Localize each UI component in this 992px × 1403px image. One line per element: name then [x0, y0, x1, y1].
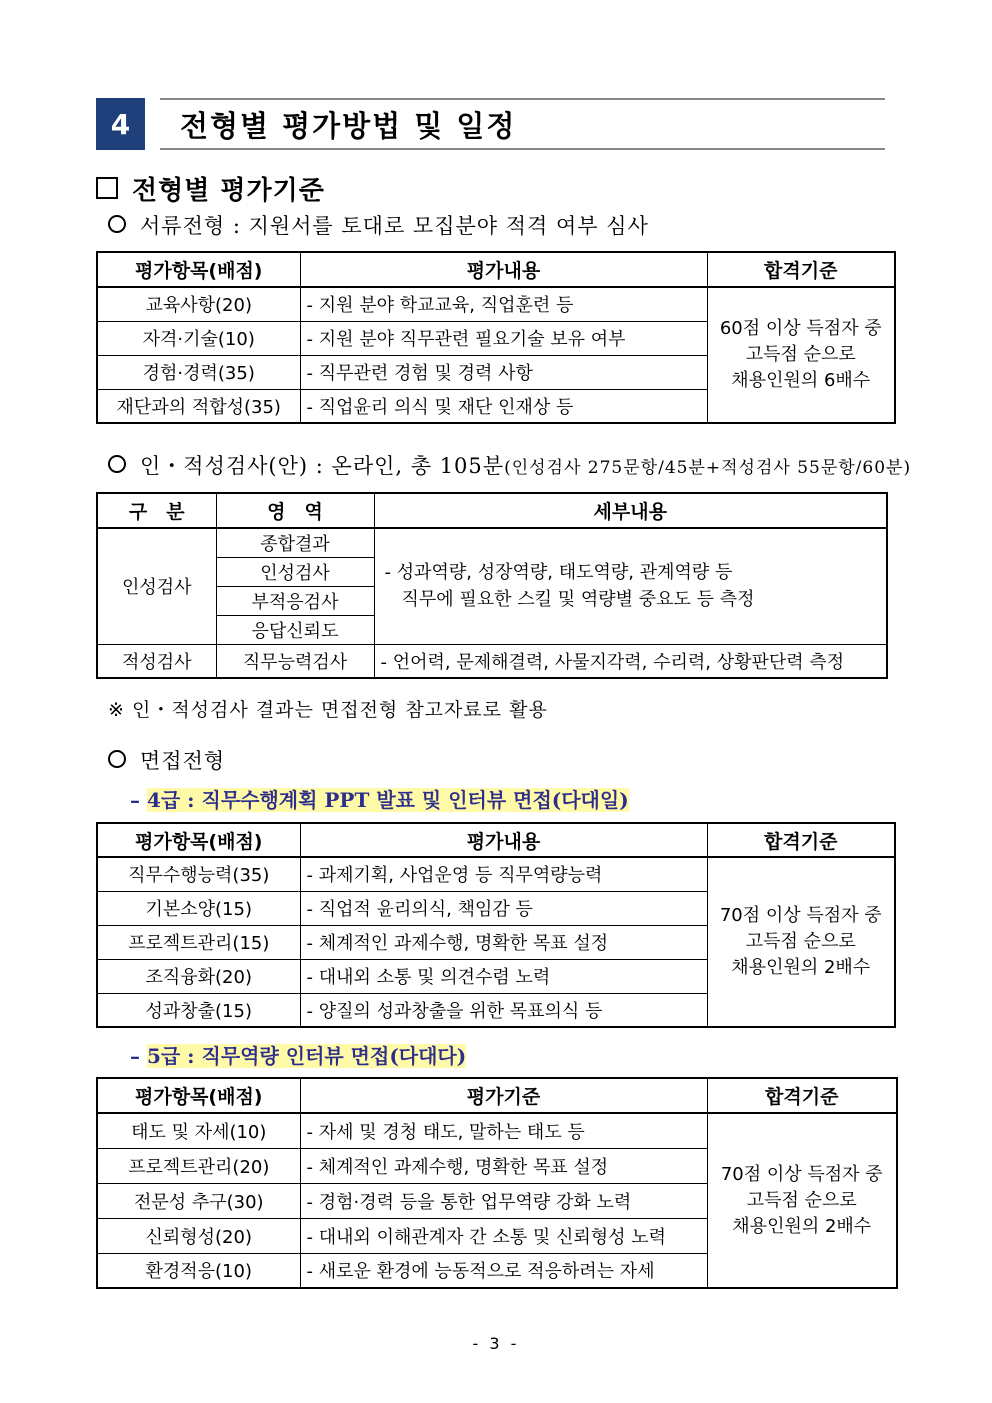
content-cell: - 직업적 윤리의식, 책임감 등 [300, 891, 707, 925]
item-cell: 프로젝트관리(20) [97, 1148, 300, 1183]
circle-bullet-icon [108, 750, 126, 768]
content-cell: - 직업윤리 의식 및 재단 인재상 등 [300, 389, 707, 423]
aptitude-bullet [108, 450, 911, 480]
aptitude-bullet-main: 인・적성검사(안) : 온라인, 총 105분 [140, 454, 505, 478]
item-cell: 재단과의 적합성(35) [97, 389, 300, 423]
pass-line: 고득점 순으로 [745, 931, 856, 952]
area-cell: 직무능력검사 [216, 644, 374, 678]
item-cell: 환경적응(10) [97, 1253, 300, 1288]
grade5-title: – 5급 : 직무역량 인터뷰 면접(다대다) [130, 1044, 467, 1068]
col-header: 구 분 [97, 493, 216, 528]
area-cell: 종합결과 [216, 528, 374, 557]
item-cell: 기본소양(15) [97, 891, 300, 925]
detail-cell: - 언어력, 문제해결력, 사물지각력, 수리력, 상황판단력 측정 [374, 644, 887, 678]
checkbox-square-icon [96, 177, 118, 199]
section-title: 전형별 평가방법 및 일정 [180, 109, 517, 143]
table-row [97, 644, 887, 678]
grade4-title: – 4급 : 직무수행계획 PPT 발표 및 인터뷰 면접(다대일) [130, 788, 629, 812]
item-cell: 프로젝트관리(15) [97, 925, 300, 959]
pass-criteria-cell [707, 857, 895, 1027]
table-row [97, 857, 895, 891]
table-row [97, 528, 887, 557]
detail-cell [374, 528, 887, 644]
col-header: 세부내용 [374, 493, 887, 528]
category-cell: 적성검사 [97, 644, 216, 678]
item-cell: 교육사항(20) [97, 287, 300, 321]
pass-criteria-cell [707, 287, 895, 423]
content-cell: - 경험·경력 등을 통한 업무역량 강화 노력 [300, 1183, 707, 1218]
col-header: 평가항목(배점) [97, 252, 300, 287]
pass-line: 채용인원의 2배수 [731, 957, 871, 978]
item-cell: 자격·기술(10) [97, 321, 300, 355]
col-header: 합격기준 [707, 1078, 897, 1113]
detail-line: - 성과역량, 성장역량, 태도역량, 관계역량 등 [384, 562, 733, 584]
col-header: 영 역 [216, 493, 374, 528]
col-header: 합격기준 [707, 252, 895, 287]
content-cell: - 직무관련 경험 및 경력 사항 [300, 355, 707, 389]
col-header: 평가기준 [300, 1078, 707, 1113]
area-cell: 부적응검사 [216, 586, 374, 615]
pass-line: 고득점 순으로 [746, 1189, 857, 1211]
area-cell: 인성검사 [216, 557, 374, 586]
heading-text: 전형별 평가기준 [132, 176, 325, 206]
circle-bullet-icon [108, 215, 126, 233]
col-header: 평가항목(배점) [97, 823, 300, 857]
content-cell: - 대내외 이해관계자 간 소통 및 신뢰형성 노력 [300, 1218, 707, 1253]
content-cell: - 체계적인 과제수행, 명확한 목표 설정 [300, 1148, 707, 1183]
heading [96, 170, 325, 207]
pass-line: 채용인원의 2배수 [732, 1215, 872, 1237]
item-cell: 경험·경력(35) [97, 355, 300, 389]
item-cell: 조직융화(20) [97, 959, 300, 993]
content-cell: - 과제기획, 사업운영 등 직무역량능력 [300, 857, 707, 891]
grade5-table [96, 1077, 898, 1289]
interview-bullet-text: 면접전형 [140, 749, 226, 773]
pass-line: 60점 이상 득점자 중 [719, 318, 882, 339]
circle-bullet-icon [108, 455, 126, 473]
aptitude-table [96, 492, 888, 679]
content-cell: - 지원 분야 직무관련 필요기술 보유 여부 [300, 321, 707, 355]
grade4-title-text: 4급 : 직무수행계획 PPT 발표 및 인터뷰 면접(다대일) [146, 788, 629, 812]
col-header: 평가항목(배점) [97, 1078, 300, 1113]
grade5-title-text: 5급 : 직무역량 인터뷰 면접(다대다) [146, 1044, 467, 1068]
col-header: 평가내용 [300, 823, 707, 857]
interview-bullet [108, 745, 225, 775]
section-rule-bottom [160, 148, 885, 150]
pass-criteria-cell [707, 1113, 897, 1288]
detail-line: 직무에 필요한 스킬 및 역량별 중요도 등 측정 [401, 589, 755, 611]
item-cell: 직무수행능력(35) [97, 857, 300, 891]
content-cell: - 체계적인 과제수행, 명확한 목표 설정 [300, 925, 707, 959]
grade4-table [96, 822, 896, 1028]
pass-line: 채용인원의 6배수 [731, 370, 871, 391]
pass-line: 70점 이상 득점자 중 [720, 1163, 883, 1185]
item-cell: 신뢰형성(20) [97, 1218, 300, 1253]
area-cell: 응답신뢰도 [216, 615, 374, 644]
table-row [97, 1113, 897, 1148]
content-cell: - 양질의 성과창출을 위한 목표의식 등 [300, 993, 707, 1027]
table-row [97, 287, 895, 321]
section-rule-top [160, 98, 885, 100]
section-number: 4 [96, 98, 145, 150]
doc-screening-text: 서류전형 : 지원서를 토대로 모집분야 적격 여부 심사 [140, 214, 649, 238]
page-number: - 3 - [472, 1334, 520, 1353]
content-cell: - 지원 분야 학교교육, 직업훈련 등 [300, 287, 707, 321]
pass-line: 70점 이상 득점자 중 [719, 905, 882, 926]
item-cell: 전문성 추구(30) [97, 1183, 300, 1218]
aptitude-bullet-detail: (인성검사 275문항/45분+적성검사 55문항/60분) [504, 458, 912, 478]
item-cell: 성과창출(15) [97, 993, 300, 1027]
col-header: 평가내용 [300, 252, 707, 287]
category-cell: 인성검사 [97, 528, 216, 644]
content-cell: - 새로운 환경에 능동적으로 적응하려는 자세 [300, 1253, 707, 1288]
doc-screening-table [96, 251, 896, 424]
aptitude-note: ※ 인・적성검사 결과는 면접전형 참고자료로 활용 [108, 699, 548, 721]
content-cell: - 자세 및 경청 태도, 말하는 태도 등 [300, 1113, 707, 1148]
doc-screening-bullet [108, 210, 649, 240]
item-cell: 태도 및 자세(10) [97, 1113, 300, 1148]
col-header: 합격기준 [707, 823, 895, 857]
content-cell: - 대내외 소통 및 의견수렴 노력 [300, 959, 707, 993]
pass-line: 고득점 순으로 [745, 344, 856, 365]
